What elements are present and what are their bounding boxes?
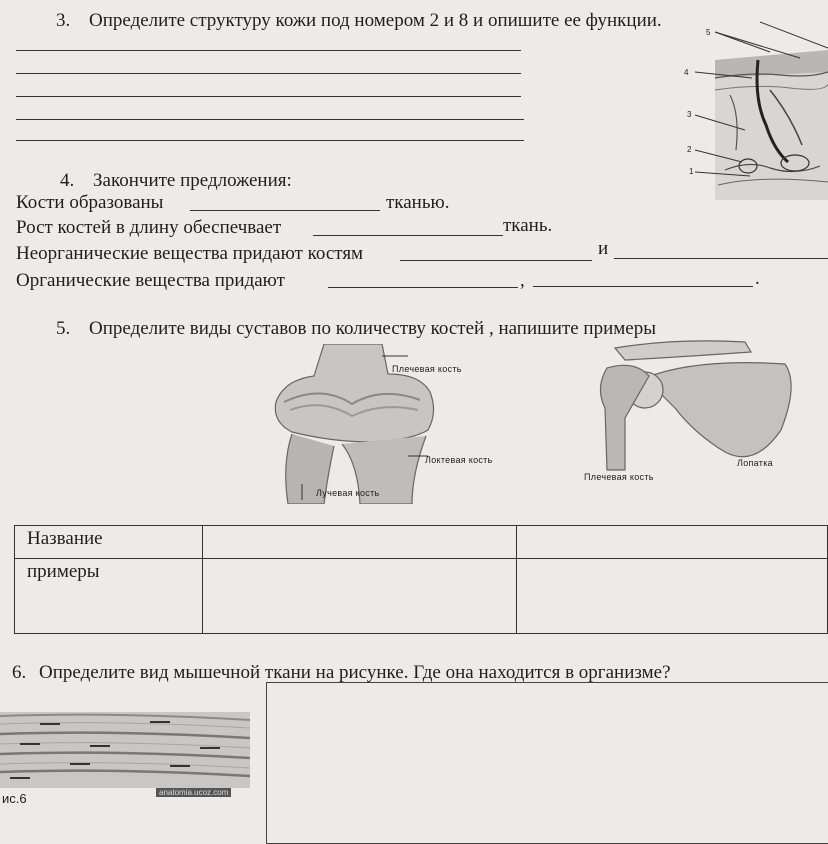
table-row: [15, 559, 828, 634]
watermark: anatomia.ucoz.com: [156, 788, 231, 797]
question-6: [12, 662, 671, 684]
muscle-tissue-illustration: [0, 712, 250, 788]
shoulder-joint-illustration: [585, 338, 805, 478]
skin-label: 4: [684, 68, 689, 77]
question-3-number: 3.: [56, 10, 71, 31]
sentence-2-start: Рост костей в длину обеспечвает: [16, 217, 282, 238]
question-6-number: 6.: [12, 662, 27, 683]
fill-blank[interactable]: [313, 235, 503, 236]
question-4-number: 4.: [60, 170, 75, 191]
sentence-4-start: Органические вещества придают: [16, 270, 285, 291]
sentence-1-end: тканью.: [386, 192, 450, 213]
table-cell[interactable]: [517, 559, 828, 634]
sentence-4-period: .: [755, 268, 760, 289]
shoulder-label-humerus: Плечевая кость: [584, 472, 654, 482]
joints-table: [14, 525, 828, 634]
sentence-4-comma: ,: [520, 270, 525, 291]
question-5-number: 5.: [56, 318, 71, 339]
figure-caption: ис.6: [2, 791, 27, 806]
table-cell[interactable]: [202, 559, 517, 634]
answer-line[interactable]: [16, 96, 521, 97]
fill-blank[interactable]: [533, 286, 753, 287]
table-cell: примеры: [15, 559, 203, 634]
question-3: [56, 10, 662, 32]
table-cell[interactable]: [517, 526, 828, 559]
question-4: [60, 170, 292, 192]
question-6-text: Определите вид мышечной ткани на рисунке. Где она находится в организме?: [39, 662, 671, 683]
skin-label: 1: [689, 167, 694, 176]
skin-label: 3: [687, 110, 692, 119]
question-4-title: Закончите предложения:: [93, 170, 292, 191]
skin-structure-diagram: [670, 20, 828, 200]
answer-line[interactable]: [16, 119, 524, 120]
sentence-1-start: Кости образованы: [16, 192, 164, 213]
skin-label: 2: [687, 145, 692, 154]
table-row: [15, 526, 828, 559]
answer-line[interactable]: [16, 73, 521, 74]
answer-box[interactable]: [266, 682, 828, 844]
fill-blank[interactable]: [328, 287, 518, 288]
elbow-label-radius: Лучевая кость: [316, 488, 380, 498]
table-cell: Название: [15, 526, 203, 559]
fill-blank[interactable]: [190, 210, 380, 211]
skin-label: 5: [706, 28, 711, 37]
fill-blank[interactable]: [614, 258, 828, 259]
elbow-label-humerus: Плечевая кость: [392, 364, 462, 374]
sentence-3-middle: и: [598, 238, 609, 259]
question-5-text: Определите виды суставов по количеству костей , напишите примеры: [89, 318, 656, 339]
elbow-label-ulna: Локтевая кость: [425, 455, 493, 465]
table-cell[interactable]: [202, 526, 517, 559]
question-5: [56, 318, 656, 340]
question-3-text: Определите структуру кожи под номером 2 и 8 и опишите ее функции.: [89, 10, 662, 31]
answer-line[interactable]: [16, 50, 521, 51]
answer-line[interactable]: [16, 140, 524, 141]
sentence-3-start: Неорганические вещества придают костям: [16, 243, 364, 264]
fill-blank[interactable]: [400, 260, 592, 261]
shoulder-label-scapula: Лопатка: [737, 458, 773, 468]
sentence-2-end: ткань.: [503, 215, 553, 236]
